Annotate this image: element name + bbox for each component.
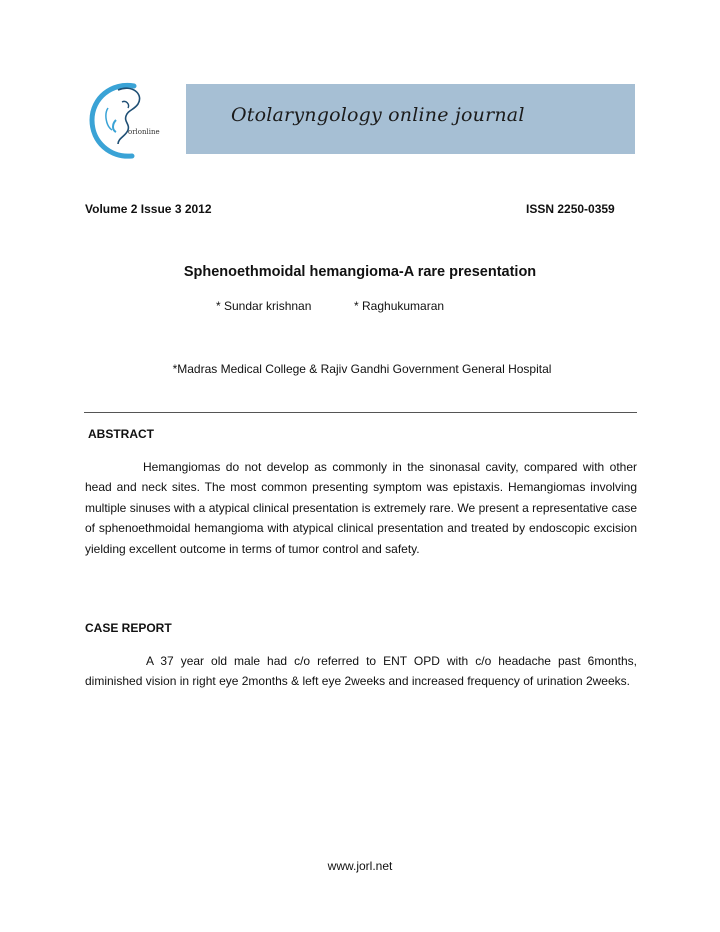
case-report-body (85, 651, 637, 692)
article-title: Sphenoethmoidal hemangioma-A rare presentation (183, 264, 537, 280)
logo-label: orlonline (128, 128, 160, 136)
abstract-heading: ABSTRACT (88, 427, 154, 441)
abstract-body (85, 457, 637, 559)
affiliation: *Madras Medical College & Rajiv Gandhi Government General Hospital (172, 362, 552, 376)
case-report-heading: CASE REPORT (85, 621, 172, 635)
case-report-paragraph: A 37 year old male had c/o referred to ENT OPD with c/o headache past 6months, diminished vision in right eye 2months & left eye 2weeks and increased frequency of urination 2weeks. (85, 654, 637, 689)
volume-issue: Volume 2 Issue 3 2012 (85, 202, 212, 216)
journal-logo (88, 80, 180, 160)
journal-banner (186, 84, 635, 154)
footer-url: www.jorl.net (327, 859, 393, 873)
journal-name: Otolaryngology online journal (231, 104, 525, 126)
author-1: * Sundar krishnan (216, 299, 312, 313)
abstract-paragraph: Hemangiomas do not develop as commonly in the sinonasal cavity, compared with other head and neck sites. The most common presenting symptom was epistaxis. Hemangiomas involving multiple sinuses with a atypical clinical presentation is extremely rare. We present a representative case of sphenoethmoidal hemangioma with atypical clinical presentation and treated by endoscopic excision yielding excellent outcome in terms of tumor control and safety. (85, 460, 637, 556)
author-2: * Raghukumaran (354, 299, 445, 313)
logo-face-icon (88, 80, 180, 160)
issn: ISSN 2250-0359 (526, 202, 615, 216)
section-divider (84, 412, 637, 413)
